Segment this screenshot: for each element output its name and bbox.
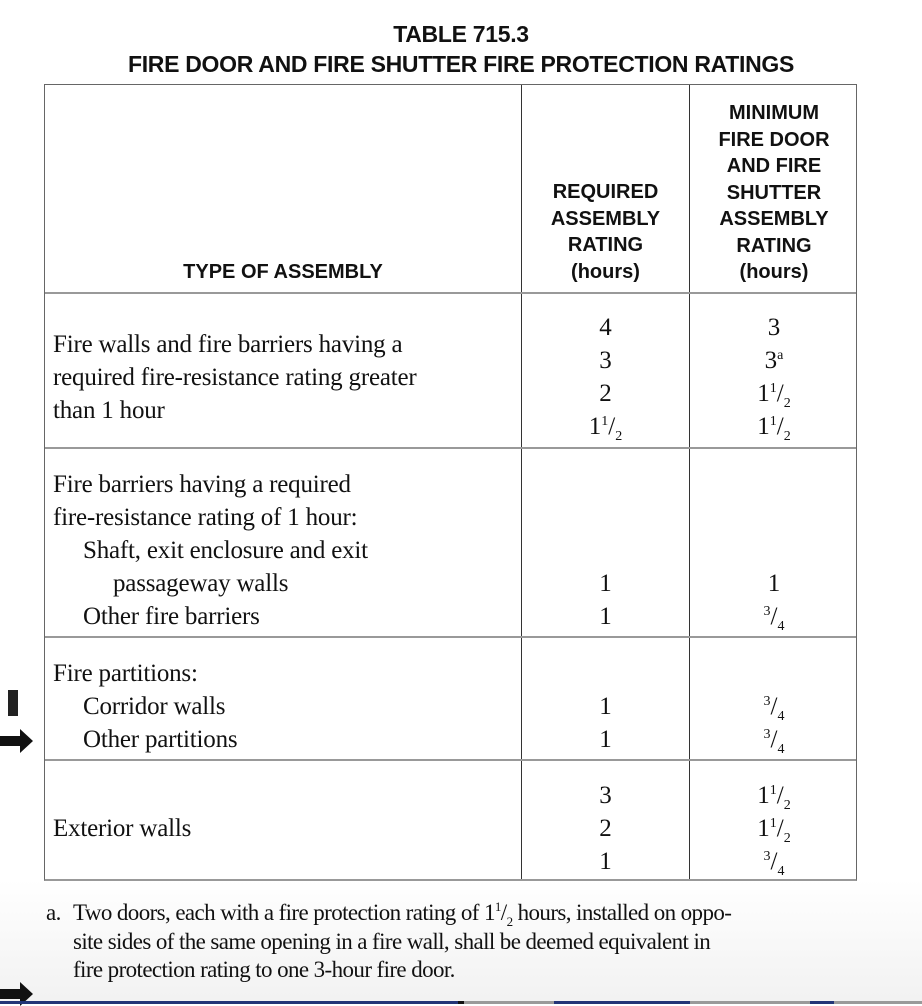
header-text: RATING xyxy=(736,234,812,257)
rating-value: $1^1/_2$ xyxy=(588,413,623,444)
cell-text-line: required fire-resistance rating greater xyxy=(53,364,417,391)
footnote-ref[interactable]: a xyxy=(777,348,784,363)
rating-value: 3 xyxy=(767,314,781,341)
header-required-rating xyxy=(522,179,689,285)
table-row-fire-barriers-required xyxy=(522,567,689,633)
rating-value: 1 xyxy=(599,726,612,753)
header-text: REQUIRED xyxy=(552,181,659,203)
footnote-line: Two doors, each with a fire protection rating of $1^1/_2$ hours, installed on oppo- xyxy=(73,899,732,929)
table-row-exterior-walls-type xyxy=(53,812,191,845)
rating-value: $1^1/_2$ xyxy=(757,782,791,813)
rating-value: $1^1/_2$ xyxy=(757,413,791,444)
cell-text-line: Fire walls and fire barriers having a xyxy=(53,331,403,358)
table-row-fire-walls-minimum xyxy=(690,311,858,443)
rating-value: 2 xyxy=(599,380,612,407)
fire-rating-table xyxy=(44,84,857,881)
row-rule xyxy=(45,447,856,449)
cell-text-line: passageway walls xyxy=(113,570,289,597)
header-type-of-assembly xyxy=(45,259,521,286)
cell-text-line: Shaft, exit enclosure and exit xyxy=(83,537,368,564)
header-text: RATING xyxy=(567,234,644,256)
table-row-fire-partitions-required xyxy=(522,690,689,756)
footnote-line: site sides of the same opening in a fire wall, shall be deemed equivalent in xyxy=(73,928,711,954)
rating-value: 1 xyxy=(599,570,612,597)
row-rule xyxy=(45,636,856,638)
rating-value: 1 xyxy=(599,603,612,630)
table-row-fire-barriers-minimum xyxy=(690,567,858,633)
table-row-exterior-walls-minimum xyxy=(690,779,858,878)
footnote-marker: a. xyxy=(46,900,61,925)
rating-value: 1 xyxy=(767,570,781,597)
rating-value: $1^1/_2$ xyxy=(757,380,791,411)
rating-value: $^3/_4$ xyxy=(763,603,785,634)
rating-value: 4 xyxy=(599,314,612,341)
clipped-previous-line xyxy=(378,0,538,6)
table-row-fire-partitions-type xyxy=(53,657,237,756)
header-text: MINIMUM xyxy=(729,102,819,124)
header-text: ASSEMBLY xyxy=(719,208,829,230)
table-row-fire-barriers-type xyxy=(53,468,368,633)
rating-value: $^3/_4$ xyxy=(763,726,785,757)
table-row-exterior-walls-required xyxy=(522,779,689,878)
table-row-fire-walls-required xyxy=(522,311,689,443)
table-footnote-a xyxy=(46,899,876,985)
header-minimum-rating xyxy=(690,100,858,286)
table-row-fire-walls-type xyxy=(53,328,417,427)
cell-text-line: Fire partitions: xyxy=(53,660,198,687)
cell-text-line: Fire barriers having a required xyxy=(53,471,351,498)
rating-value: $^3/_4$ xyxy=(763,848,785,879)
cell-text-line: than 1 hour xyxy=(53,397,165,424)
header-text: FIRE DOOR xyxy=(718,128,830,151)
table-number: TABLE 715.3 xyxy=(393,21,529,47)
footnote-line: fire protection rating to one 3-hour fire door. xyxy=(73,957,455,982)
table-row-fire-partitions-minimum xyxy=(690,690,858,756)
cell-text-line: fire-resistance rating of 1 hour: xyxy=(53,504,358,531)
row-rule xyxy=(45,759,856,761)
header-text: AND FIRE xyxy=(726,155,822,177)
table-title: FIRE DOOR AND FIRE SHUTTER FIRE PROTECTION RATINGS xyxy=(127,51,795,77)
rating-value: $^3/_4$ xyxy=(763,693,785,724)
header-text: (hours) xyxy=(739,261,809,283)
cell-text-line: Corridor walls xyxy=(83,693,226,720)
header-text: ASSEMBLY xyxy=(550,207,661,230)
revision-bar-marker xyxy=(8,690,18,716)
cell-text-line: Exterior walls xyxy=(53,815,192,842)
rating-value: $1^1/_2$ xyxy=(757,815,791,846)
header-rule xyxy=(45,292,856,294)
header-text: SHUTTER xyxy=(726,181,822,204)
header-text: TYPE OF ASSEMBLY xyxy=(183,261,383,283)
rating-value: 3$^a$ xyxy=(764,347,784,374)
cell-text-line: Other fire barriers xyxy=(83,603,260,630)
cell-text-line: Other partitions xyxy=(83,726,238,753)
arrow-right-icon xyxy=(0,729,34,753)
rating-value: 3 xyxy=(599,347,612,374)
rating-value: 3 xyxy=(599,782,612,809)
rating-value: 2 xyxy=(599,815,612,842)
rating-value: 1 xyxy=(599,848,612,875)
rating-value: 1 xyxy=(599,693,612,720)
header-text: (hours) xyxy=(571,260,640,283)
